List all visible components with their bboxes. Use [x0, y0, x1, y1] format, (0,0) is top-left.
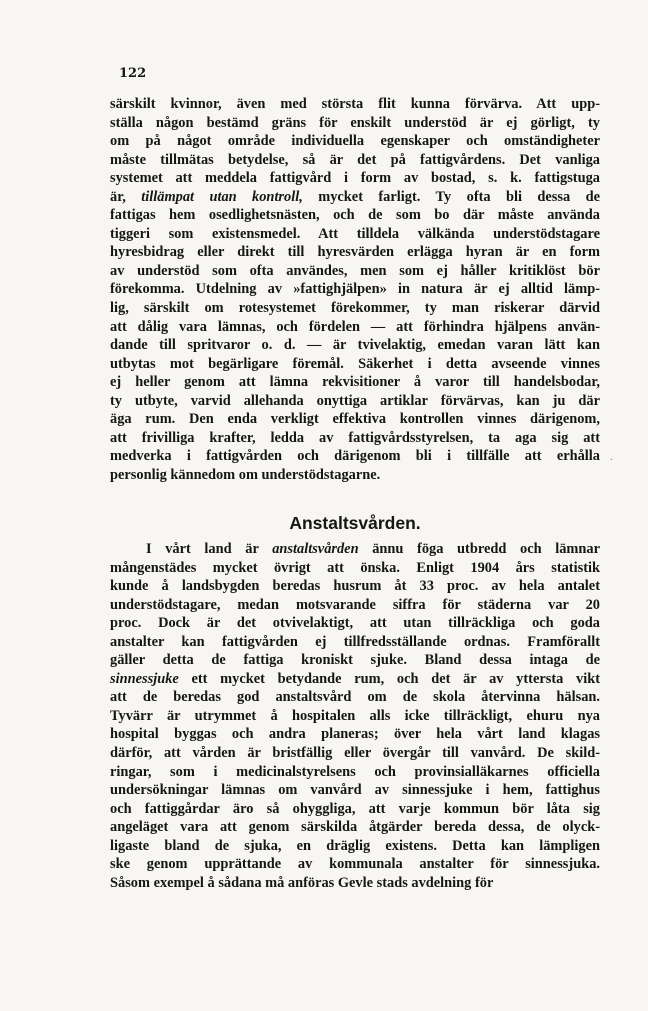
text-line: utbytas mot begärligare föremål. Säkerhet i detta avseende vinnes [110, 355, 600, 372]
text-line: dande till spritvaror o. d. — är tvivelaktig, emedan varan lätt kan [110, 337, 600, 354]
body-paragraph-2 [110, 540, 600, 892]
text-line: ligaste bland de sjuka, en dräglig existens. Detta kan lämpligen [110, 837, 600, 854]
text-line: hyresbidrag eller direkt till hyresvärden erlägga hyran är en form [110, 244, 600, 261]
text-line: angeläget vara att genom särskilda åtgärder bereda dessa, de olyck- [110, 819, 600, 836]
text-line: är, tillämpat utan kontroll, mycket farligt. Ty ofta bli dessa de [110, 188, 600, 205]
text-line: sinnessjuke ett mycket betydande rum, och det är av yttersta vikt [110, 670, 600, 687]
text-line: tiggeri som existensmedel. Att tilldela välkända understödstagare [110, 225, 600, 242]
text-line: mångenstädes mycket övrigt att önska. Enligt 1904 års statistik [110, 559, 600, 576]
text-line: att de beredas god anstaltsvård om de skola återvinna hälsan. [110, 689, 600, 706]
page-number: 122 [119, 66, 147, 81]
text-line: ty utbyte, varvid allehanda onyttiga artiklar förvärvas, kan ju där [110, 392, 600, 409]
text-line: systemet att meddela fattigvård i form av bostad, s. k. fattigstuga [110, 170, 600, 187]
text-line: förekomma. Utdelning av »fattighjälpen» in natura är ej alltid lämp- [110, 281, 600, 298]
text-line: understödstagare, medan motsvarande siffra för städerna var 20 [110, 596, 600, 613]
text-line: ringar, som i medicinalstyrelsens och provinsialläkarnes officiella [110, 763, 600, 780]
text-line: äga rum. Den enda verkligt effektiva kontrollen vinnes därigenom, [110, 411, 600, 428]
section-heading: Anstaltsvården. [289, 513, 421, 533]
text-line: att dålig vara lämnas, och fördelen — att förhindra hjälpens använ- [110, 318, 600, 335]
body-paragraph-1 [110, 95, 600, 484]
text-line: hospital byggas och andra planeras; över hela vårt land klagas [110, 726, 600, 743]
text-line: medverka i fattigvården och därigenom bli i tillfälle att erhålla [110, 448, 600, 465]
text-line: proc. Dock är det otvivelaktigt, att utan tillräckliga och goda [110, 615, 600, 632]
text-line: Såsom exempel å sådana må anföras Gevle stads avdelning för [110, 874, 494, 891]
text-line: därför, att vården är bristfällig eller övergår till vanvård. De skild- [110, 745, 600, 762]
text-line: ej heller genom att lämna rekvisitioner å varor till handelsbodar, [110, 374, 600, 391]
text-line: av understöd som ofta användes, men som ej håller kritiklöst bör [110, 262, 600, 279]
text-line: undersökningar lämnas om vanvård av sinnessjuke i hem, fattighus [110, 782, 600, 799]
text-line: måste tillmätas betydelse, så är det på fattigvårdens. Det vanliga [110, 151, 600, 168]
text-line: ställa någon bestämd gräns för enskilt understöd är ej görligt, ty [110, 114, 600, 131]
text-line: gäller detta de fattiga kroniskt sjuke. Bland dessa intaga de [110, 652, 600, 669]
text-line: att frivilliga krafter, ledda av fattigvårdsstyrelsen, ta aga sig att [110, 429, 600, 446]
text-line: fattigas hem osedlighetsnästen, och de som bo där måste använda [110, 207, 600, 224]
text-line: om på något område individuella egenskaper och omständigheter [110, 133, 600, 150]
text-line: kunde å landsbygden beredas husrum åt 33 proc. av hela antalet [110, 578, 600, 595]
text-line: lig, särskilt om rotesystemet förekommer, ty man riskerar därvid [110, 300, 600, 317]
margin-mark: . [610, 452, 613, 463]
text-line: Tyvärr är utrymmet å hospitalen alls icke tillräckligt, ehuru nya [110, 707, 600, 724]
text-line: och fattiggårdar äro så ohyggliga, att varje kommun bör låta sig [110, 800, 600, 817]
text-line: anstalter kan fattigvården ej tillfredsställande ordnas. Framförallt [110, 633, 600, 650]
text-line: ske genom upprättande av kommunala anstalter för sinnessjuka. [110, 856, 600, 873]
text-line: personlig kännedom om understödstagarne. [110, 466, 381, 483]
text-line: särskilt kvinnor, även med största flit kunna förvärva. Att upp- [110, 96, 600, 112]
text-line: I vårt land är anstaltsvården ännu föga utbredd och lämnar [146, 541, 600, 557]
